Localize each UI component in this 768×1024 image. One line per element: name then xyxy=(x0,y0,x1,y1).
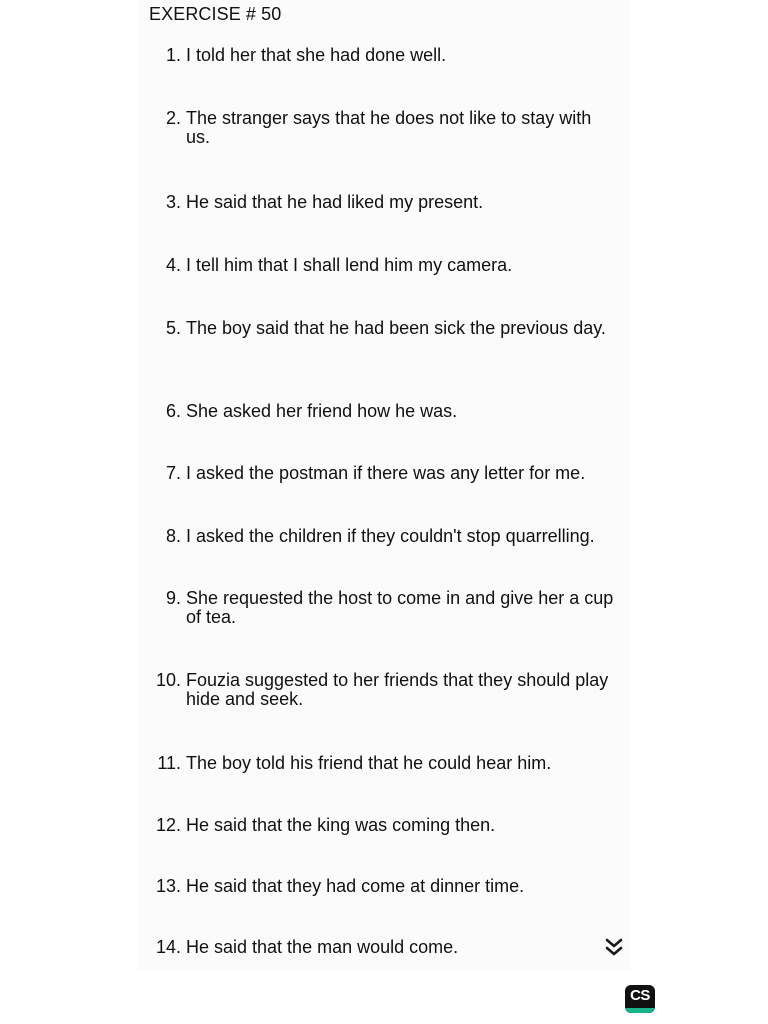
item-number: 8. xyxy=(165,526,181,546)
item-number: 11. xyxy=(157,753,181,773)
item-text: He said that he had liked my present. xyxy=(186,192,484,212)
item-text: I asked the children if they couldn't stop quarrelling. xyxy=(186,526,595,546)
camscanner-logo xyxy=(625,985,655,1013)
item-text: He said that they had come at dinner time. xyxy=(186,876,525,896)
item-number: 7. xyxy=(165,463,181,483)
item-number: 6. xyxy=(165,401,181,421)
list-item xyxy=(150,589,620,627)
list-item xyxy=(150,754,620,773)
item-number: 12. xyxy=(155,815,181,835)
item-number: 4. xyxy=(165,255,181,275)
list-item xyxy=(150,816,620,835)
item-text: I told her that she had done well. xyxy=(186,45,447,65)
list-item xyxy=(150,671,620,709)
logo-label: CS xyxy=(630,987,650,1004)
list-item xyxy=(150,464,620,483)
item-text: The boy told his friend that he could hear him. xyxy=(186,753,552,773)
item-text: She requested the host to come in and give her a cup of tea. xyxy=(186,588,614,627)
page-title: EXERCISE # 50 xyxy=(149,4,282,24)
double-chevron-down-icon[interactable] xyxy=(600,934,628,962)
list-item xyxy=(150,527,620,546)
list-item xyxy=(150,193,620,212)
item-number: 10. xyxy=(155,670,181,690)
list-item xyxy=(150,256,620,275)
item-number: 1. xyxy=(165,45,181,65)
item-number: 14. xyxy=(155,937,181,957)
list-item xyxy=(150,319,620,338)
item-number: 13. xyxy=(155,876,181,896)
item-number: 9. xyxy=(165,588,181,608)
list-item xyxy=(150,402,620,421)
item-number: 5. xyxy=(165,318,181,338)
list-item xyxy=(150,877,620,896)
item-text: He said that the man would come. xyxy=(186,937,459,957)
item-text: The stranger says that he does not like to stay with us. xyxy=(186,108,592,147)
item-number: 3. xyxy=(165,192,181,212)
list-item xyxy=(150,938,620,957)
item-text: The boy said that he had been sick the previous day. xyxy=(186,318,606,338)
item-text: She asked her friend how he was. xyxy=(186,401,458,421)
item-text: He said that the king was coming then. xyxy=(186,815,496,835)
list-item xyxy=(150,109,620,147)
item-text: Fouzia suggested to her friends that they should play hide and seek. xyxy=(186,670,609,709)
logo-accent-strip xyxy=(625,1008,655,1013)
list-item xyxy=(150,46,620,65)
item-text: I tell him that I shall lend him my camera. xyxy=(186,255,513,275)
item-text: I asked the postman if there was any letter for me. xyxy=(186,463,586,483)
item-number: 2. xyxy=(165,108,181,128)
